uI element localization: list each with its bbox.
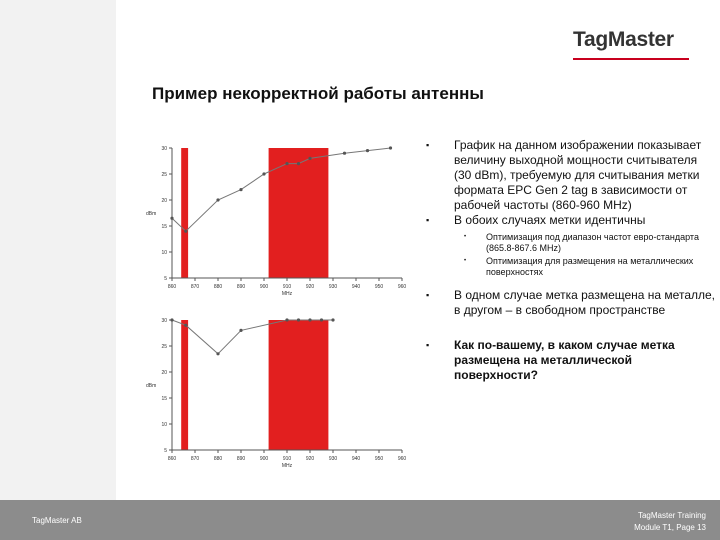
chart-lower (140, 312, 412, 472)
data-point (170, 217, 173, 220)
data-point (297, 318, 300, 321)
data-point (331, 318, 334, 321)
bullet-item (426, 213, 716, 228)
data-point (343, 152, 346, 155)
x-tick-label: 880 (213, 456, 223, 462)
data-point (297, 162, 300, 165)
data-point (216, 198, 219, 201)
data-point (184, 324, 187, 327)
y-tick-label: 5 (164, 276, 167, 282)
y-tick-label: 25 (161, 344, 167, 350)
data-point (308, 157, 311, 160)
y-axis-label: dBm (146, 211, 157, 217)
bullet-text: В одном случае метка размещена на металле, в другом – в свободном пространстве (454, 288, 716, 317)
x-tick-label: 930 (328, 284, 338, 290)
x-tick-label: 900 (259, 284, 269, 290)
sub-bullet-item (426, 256, 716, 278)
frequency-band-highlight (181, 320, 188, 450)
data-point (184, 230, 187, 233)
footer-bar (0, 500, 720, 540)
y-tick-label: 5 (164, 448, 167, 454)
bullet-text: Как по-вашему, в каком случае метка размещена на металлической поверхности? (454, 338, 675, 382)
bullet-text: В обоих случаях метки идентичны (454, 213, 646, 227)
x-tick-label: 870 (190, 284, 200, 290)
data-point (366, 149, 369, 152)
data-point (262, 172, 265, 175)
x-tick-label: 940 (351, 456, 361, 462)
x-tick-label: 940 (351, 284, 361, 290)
y-tick-label: 15 (161, 396, 167, 402)
x-tick-label: 900 (259, 456, 269, 462)
x-tick-label: 890 (236, 284, 246, 290)
logo-underline (573, 58, 689, 60)
x-tick-label: 910 (282, 284, 292, 290)
frequency-band-highlight (269, 320, 329, 450)
x-tick-label: 930 (328, 456, 338, 462)
bullet-marker: ▪ (426, 340, 430, 350)
x-axis-label: MHz (281, 463, 293, 469)
x-tick-label: 950 (374, 456, 384, 462)
frequency-band-highlight (181, 148, 188, 278)
x-tick-label: 920 (305, 456, 315, 462)
x-tick-label: 920 (305, 284, 315, 290)
data-point (239, 329, 242, 332)
footer-page-info (634, 510, 706, 534)
x-tick-label: 870 (190, 456, 200, 462)
y-tick-label: 25 (161, 172, 167, 178)
y-axis-label: dBm (146, 383, 157, 389)
x-tick-label: 890 (236, 456, 246, 462)
bullet-text: График на данном изображении показывает величину выходной мощности считывателя (30 dBm), требуемую для считывания метки формата EPC Gen 2 tag в зависимости от рабочей частоты (860-960 MHz) (454, 138, 702, 212)
chart-upper (140, 140, 412, 300)
x-tick-label: 880 (213, 284, 223, 290)
bullet-item (426, 288, 716, 318)
x-tick-label: 860 (167, 284, 177, 290)
data-point (320, 318, 323, 321)
bullet-list (426, 138, 716, 383)
sub-bullet-text: Оптимизация под диапазон частот евро-стандарта (865.8-867.6 MHz) (486, 232, 699, 253)
x-tick-label: 960 (397, 284, 407, 290)
slide-title: Пример некорректной работы антенны (152, 84, 484, 103)
bullet-marker: ▪ (426, 290, 430, 300)
sub-bullet-item (426, 232, 716, 254)
x-axis-label: MHz (281, 291, 293, 297)
data-point (239, 188, 242, 191)
x-tick-label: 960 (397, 456, 407, 462)
left-sidebar-panel (0, 0, 116, 500)
y-tick-label: 10 (161, 250, 167, 256)
y-tick-label: 20 (161, 370, 167, 376)
data-point (285, 162, 288, 165)
bullet-item (426, 138, 716, 213)
footer-module-page: Module T1, Page 13 (634, 523, 706, 532)
bullet-marker: ▪ (426, 215, 430, 225)
y-tick-label: 10 (161, 422, 167, 428)
y-tick-label: 30 (161, 146, 167, 152)
bullet-item-question (426, 338, 716, 383)
data-point (285, 318, 288, 321)
sub-bullet-text: Оптимизация для размещения на металлических поверхностях (486, 256, 694, 277)
x-tick-label: 910 (282, 456, 292, 462)
footer-course: TagMaster Training (637, 511, 706, 520)
tagmaster-logo: TagMaster (573, 28, 674, 51)
data-point (170, 318, 173, 321)
data-point (216, 352, 219, 355)
footer-company: TagMaster AB (32, 516, 82, 525)
sub-bullet-marker: • (464, 234, 467, 240)
bullet-marker: ▪ (426, 140, 430, 150)
sub-bullet-marker: • (464, 258, 467, 264)
y-tick-label: 20 (161, 198, 167, 204)
data-point (389, 146, 392, 149)
y-tick-label: 15 (161, 224, 167, 230)
x-tick-label: 950 (374, 284, 384, 290)
data-point (308, 318, 311, 321)
x-tick-label: 860 (167, 456, 177, 462)
y-tick-label: 30 (161, 318, 167, 324)
